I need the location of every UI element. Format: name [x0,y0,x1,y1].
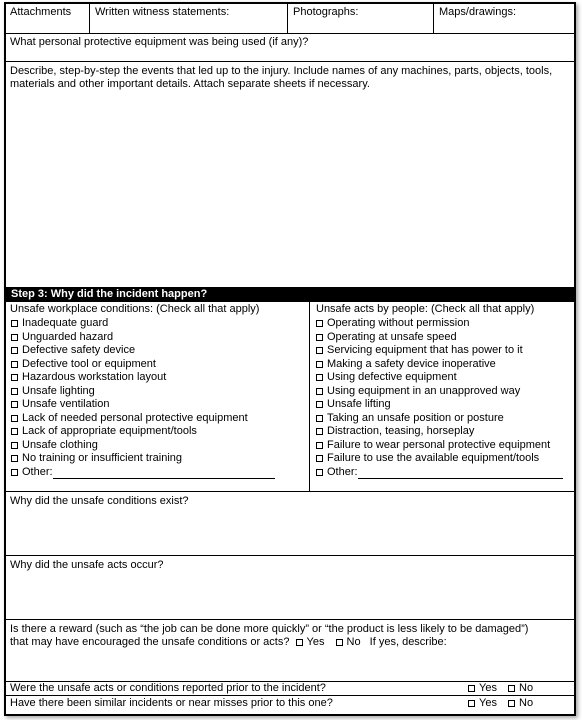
similar-options [468,697,533,710]
ppe-row[interactable] [6,34,574,62]
ppe-question: What personal protective equipment was being used (if any)? [10,36,309,48]
condition-item [11,439,275,453]
reward-question-text: that may have encouraged the unsafe conditions or acts? [10,636,290,648]
condition-item [11,452,275,466]
acts-heading: Unsafe acts by people: (Check all that apply) [316,303,535,315]
condition-checkbox[interactable] [11,428,18,435]
condition-label: Defective tool or equipment [22,357,156,370]
act-item [316,317,563,331]
act-checkbox[interactable] [316,469,323,476]
similar-question: Have there been similar incidents or near misses prior to this one? [10,697,333,709]
attachments-cell [6,4,90,33]
act-item [316,344,563,358]
act-label: Failure to wear personal protective equipment [327,438,551,451]
condition-checkbox[interactable] [11,334,18,341]
similar-no-label: No [519,697,534,709]
act-item [316,331,563,345]
similar-no-checkbox[interactable] [508,700,515,707]
describe-row[interactable] [6,62,574,288]
condition-checkbox[interactable] [11,455,18,462]
condition-label: Hazardous workstation layout [22,371,167,383]
act-checkbox[interactable] [316,320,323,327]
condition-checkbox[interactable] [11,320,18,327]
form-frame [4,2,576,716]
conditions-heading: Unsafe workplace conditions: (Check all that apply) [10,303,260,315]
condition-label: Other: [22,465,53,478]
reported-no-label: No [519,682,534,694]
act-checkbox[interactable] [316,428,323,435]
why-acts-question: Why did the unsafe acts occur? [10,559,164,571]
condition-item [11,385,275,399]
condition-item [11,425,275,439]
condition-checkbox[interactable] [11,347,18,354]
act-checkbox[interactable] [316,388,323,395]
similar-yes-checkbox[interactable] [468,700,475,707]
act-checkbox[interactable] [316,442,323,449]
act-checkbox[interactable] [316,361,323,368]
similar-yes-label: Yes [479,697,497,709]
act-label: Operating at unsafe speed [327,330,457,343]
act-label: Making a safety device inoperative [327,357,496,370]
act-label: Servicing equipment that has power to it [327,344,523,356]
act-label: Unsafe lifting [327,398,391,410]
condition-checkbox[interactable] [11,442,18,449]
reward-question-line1: Is there a reward (such as “the job can be done more quickly” or “the product is less likely to be damaged”) [10,623,529,635]
witness-label: Written witness statements: [95,6,230,18]
why-conditions-row[interactable] [6,492,574,556]
similar-row [6,696,574,714]
reward-no-label: No [346,636,361,648]
condition-item [11,371,275,385]
act-item [316,425,563,439]
condition-item [11,344,275,358]
condition-checkbox[interactable] [11,401,18,408]
reported-row [6,682,574,696]
reward-yes-label: Yes [306,636,325,648]
act-other-field[interactable] [358,468,563,479]
act-item [316,358,563,372]
act-item [316,439,563,453]
condition-label: Unsafe lighting [22,384,95,397]
condition-item [11,331,275,345]
act-checkbox[interactable] [316,334,323,341]
act-label: Other: [327,465,358,478]
condition-item [11,358,275,372]
act-checkbox[interactable] [316,374,323,381]
reward-yes-checkbox[interactable] [296,639,303,646]
act-item [316,398,563,412]
condition-label: Unguarded hazard [22,330,114,343]
reported-no-checkbox[interactable] [508,685,515,692]
act-item [316,371,563,385]
step3-checklists [6,302,574,492]
act-checkbox[interactable] [316,347,323,354]
step3-title: Step 3: Why did the incident happen? [11,288,208,300]
reported-yes-label: Yes [479,682,497,694]
describe-instructions: Describe, step-by-step the events that led up to the injury. Include names of any machines, parts, objects, tools, materials and other important details. Attach separate sheets if necessary. [10,65,553,90]
act-item [316,412,563,426]
conditions-column [6,302,310,491]
condition-checkbox[interactable] [11,415,18,422]
acts-column [310,302,574,491]
reward-no-checkbox[interactable] [336,639,343,646]
maps-cell[interactable] [434,4,574,33]
reward-row [6,620,574,682]
act-label: Failure to use the available equipment/tools [327,452,540,464]
act-label: Using equipment in an unapproved way [327,384,521,397]
act-item [316,466,563,480]
reported-question: Were the unsafe acts or conditions reported prior to the incident? [10,682,326,694]
acts-list [316,317,563,479]
condition-item [11,412,275,426]
reported-yes-checkbox[interactable] [468,685,475,692]
act-item [316,452,563,466]
attachments-row [6,4,574,34]
condition-checkbox[interactable] [11,388,18,395]
condition-item [11,466,275,480]
condition-checkbox[interactable] [11,374,18,381]
act-label: Taking an unsafe position or posture [327,411,504,424]
act-checkbox[interactable] [316,401,323,408]
act-checkbox[interactable] [316,415,323,422]
reward-describe-label: If yes, describe: [369,636,447,648]
condition-item [11,317,275,331]
act-checkbox[interactable] [316,455,323,462]
condition-label: Defective safety device [22,344,136,356]
why-conditions-question: Why did the unsafe conditions exist? [10,495,189,507]
why-acts-row[interactable] [6,556,574,620]
act-label: Distraction, teasing, horseplay [327,425,475,437]
conditions-list [11,317,275,479]
act-label: Using defective equipment [327,371,457,383]
witness-cell[interactable] [90,4,288,33]
condition-label: Unsafe ventilation [22,398,110,410]
maps-label: Maps/drawings: [439,6,517,18]
reward-question-line2 [10,636,447,649]
step3-header [6,288,574,302]
condition-label: No training or insufficient training [22,452,182,464]
condition-checkbox[interactable] [11,361,18,368]
condition-other-field[interactable] [53,468,275,479]
condition-item [11,398,275,412]
condition-label: Lack of appropriate equipment/tools [22,425,197,437]
condition-label: Inadequate guard [22,317,109,329]
photographs-label: Photographs: [293,6,359,18]
act-label: Operating without permission [327,317,470,329]
condition-label: Lack of needed personal protective equipment [22,411,248,424]
photographs-cell[interactable] [288,4,434,33]
condition-checkbox[interactable] [11,469,18,476]
reported-options [468,682,533,695]
condition-label: Unsafe clothing [22,438,98,451]
act-item [316,385,563,399]
attachments-label: Attachments [10,6,72,18]
